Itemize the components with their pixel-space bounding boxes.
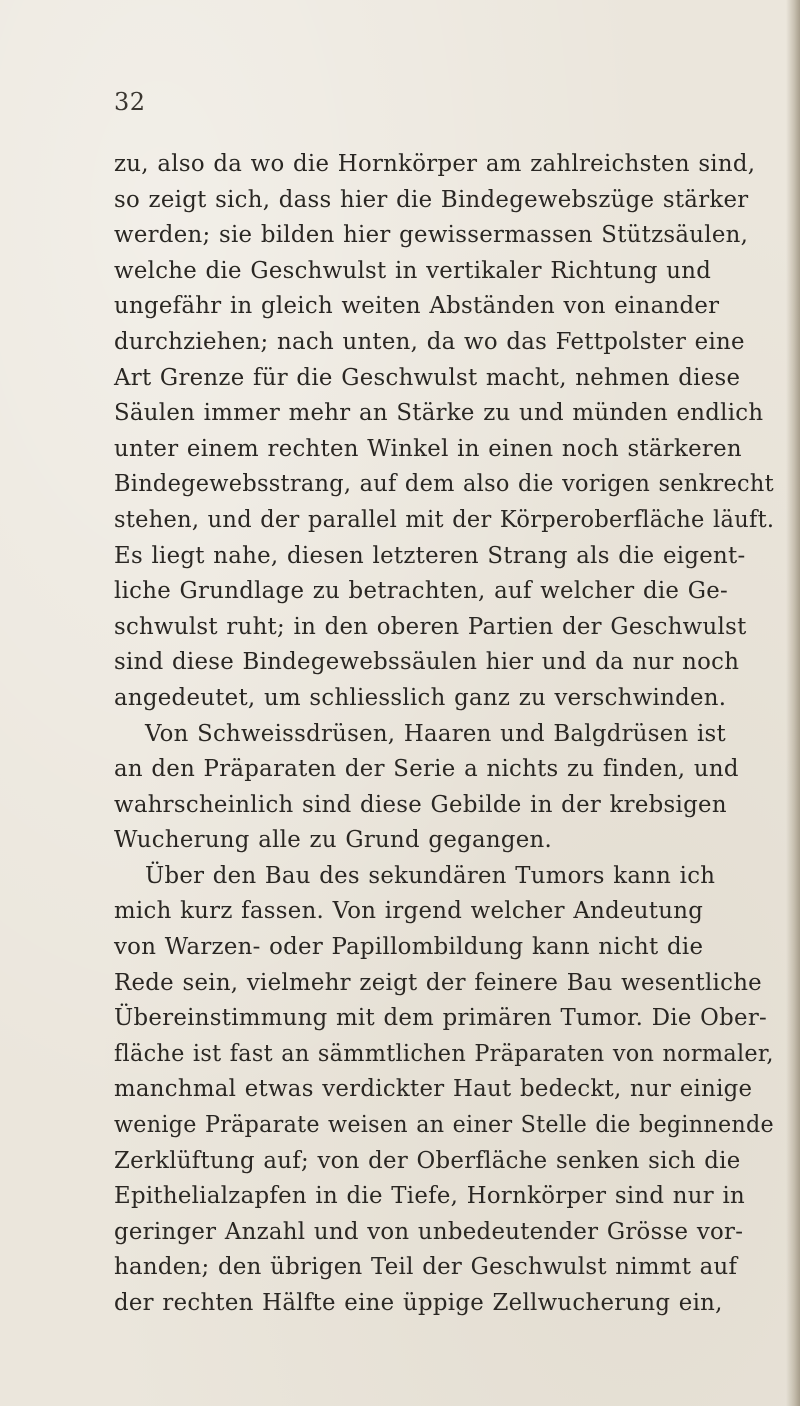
text-line: Bindegewebsstrang, auf dem also die vorigen senkrecht xyxy=(114,469,774,498)
text-line: wenige Präparate weisen an einer Stelle die beginnende xyxy=(114,1110,774,1139)
text-line: Über den Bau des sekundären Tumors kann ich xyxy=(145,860,716,889)
text-line: sind diese Bindegewebssäulen hier und da nur noch xyxy=(114,647,740,676)
text-line: Rede sein, vielmehr zeigt der feinere Bau wesentliche xyxy=(114,967,762,996)
text-line: welche die Geschwulst in vertikaler Richtung und xyxy=(114,255,712,284)
text-line: handen; den übrigen Teil der Geschwulst nimmt auf xyxy=(114,1252,738,1281)
text-line: zu, also da wo die Hornkörper am zahlreichsten sind, xyxy=(114,149,756,177)
text-line: Übereinstimmung mit dem primären Tumor. Die Ober- xyxy=(114,1003,768,1032)
text-line: stehen, und der parallel mit der Körperoberfläche läuft. xyxy=(114,504,775,533)
text-line: von Warzen- oder Papillombildung kann nicht die xyxy=(114,932,704,961)
text-line: liche Grundlage zu betrachten, auf welcher die Ge- xyxy=(114,576,729,605)
text-line: Von Schweissdrüsen, Haaren und Balgdrüsen ist xyxy=(145,718,726,747)
text-line: Zerklüftung auf; von der Oberfläche senken sich die xyxy=(114,1145,741,1174)
text-line: Es liegt nahe, diesen letzteren Strang als die eigent- xyxy=(114,540,746,569)
text-line: so zeigt sich, dass hier die Bindegewebszüge stärker xyxy=(114,184,749,213)
text-line: schwulst ruht; in den oberen Partien der Geschwulst xyxy=(114,611,747,640)
text-line: durchziehen; nach unten, da wo das Fettpolster eine xyxy=(114,326,745,355)
text-line: Säulen immer mehr an Stärke zu und münden endlich xyxy=(114,398,764,427)
text-line: an den Präparaten der Serie a nichts zu finden, und xyxy=(114,754,739,783)
text-line: wahrscheinlich sind diese Gebilde in der krebsigen xyxy=(114,789,727,818)
text-line: angedeutet, um schliesslich ganz zu verschwinden. xyxy=(114,682,727,711)
text-line: werden; sie bilden hier gewissermassen Stützsäulen, xyxy=(114,220,749,249)
text-line: unter einem rechten Winkel in einen noch stärkeren xyxy=(114,433,742,462)
page-number: 32 xyxy=(114,88,146,116)
text-line: Art Grenze für die Geschwulst macht, nehmen diese xyxy=(114,362,741,391)
text-line: geringer Anzahl und von unbedeutender Grösse vor- xyxy=(114,1216,744,1245)
text-line: der rechten Hälfte eine üppige Zellwucherung ein, xyxy=(114,1288,723,1316)
body-text xyxy=(114,146,794,1321)
text-line: manchmal etwas verdickter Haut bedeckt, nur einige xyxy=(114,1074,753,1103)
text-line: fläche ist fast an sämmtlichen Präparaten von normaler, xyxy=(114,1038,774,1067)
text-line: ungefähr in gleich weiten Abständen von einander xyxy=(114,291,720,320)
text-line: mich kurz fassen. Von irgend welcher Andeutung xyxy=(114,896,704,925)
text-line: Wucherung alle zu Grund gegangen. xyxy=(114,825,553,854)
text-line: Epithelialzapfen in die Tiefe, Hornkörper sind nur in xyxy=(114,1181,746,1210)
